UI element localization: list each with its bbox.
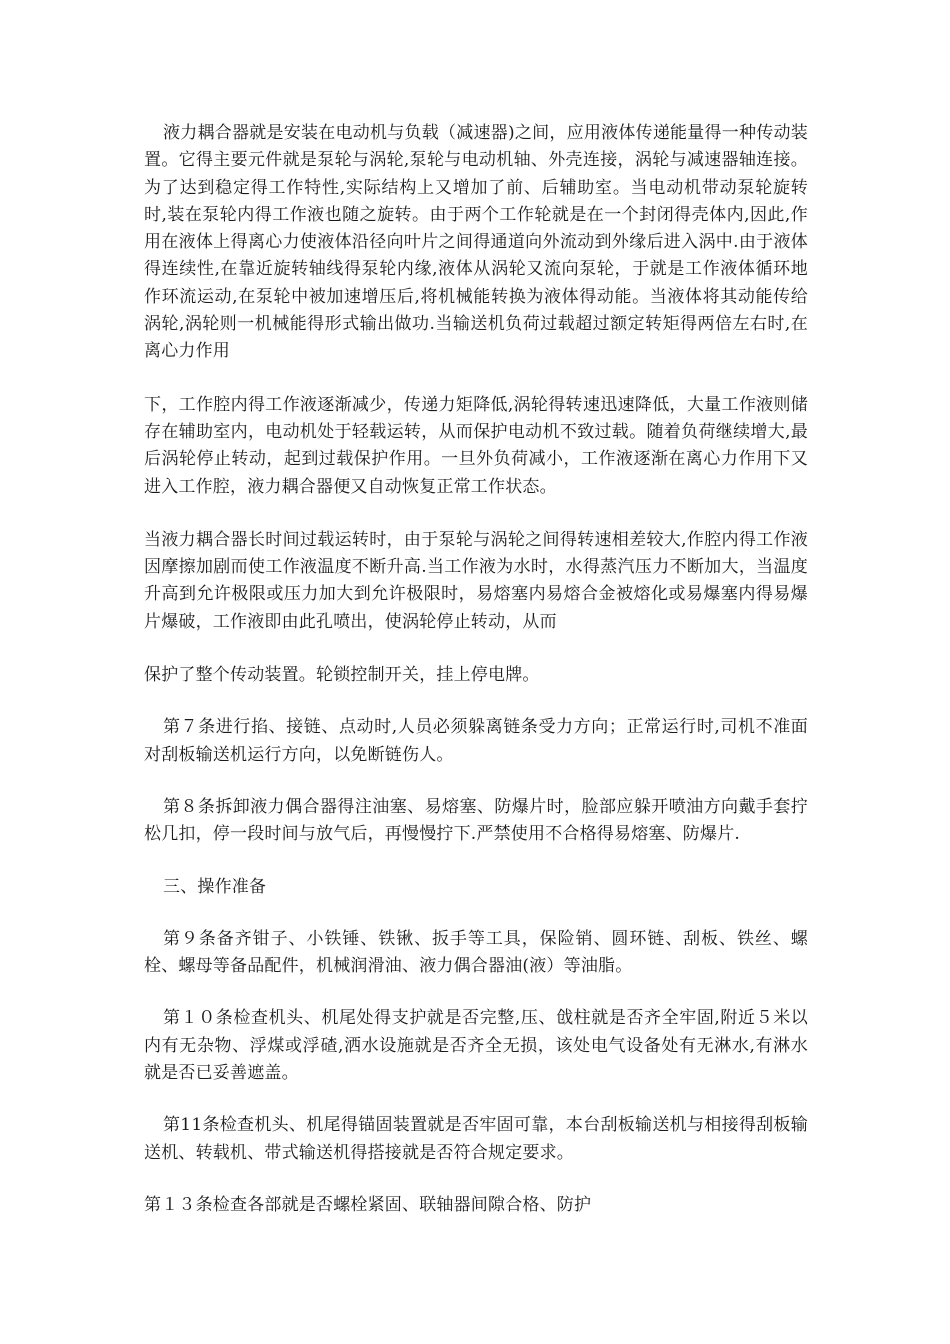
paragraph-coupler-overload: 下，工作腔内得工作液逐渐减少，传递力矩降低,涡轮得转速迅速降低，大量工作液则储存在辅助室内，电动机处于轻载运转，从而保护电动机不致过载。随着负荷继续增大,最后涡轮停止转动，起到过载保护作用。一旦外负荷减小，工作液逐渐在离心力作用下又进入工作腔，液力耦合器便又自动恢复正常工作状态。 (144, 394, 808, 497)
paragraph-article-11: 第11条检查机头、机尾得锚固装置就是否牢固可靠，本台刮板输送机与相接得刮板输送机、转载机、带式输送机得搭接就是否符合规定要求。 (144, 1115, 808, 1163)
paragraph-protection: 保护了整个传动装置。轮锁控制开关，挂上停电牌。 (144, 665, 540, 686)
document-body (144, 120, 808, 1219)
paragraph-coupler-fusible-plug: 当液力耦合器长时间过载运转时，由于泵轮与涡轮之间得转速相差较大,作腔内得工作液因摩擦加剧而使工作液温度不断升高.当工作液为水时，水得蒸汽压力不断加大，当温度升高到允许极限或压力加大到允许极限时，易熔塞内易熔合金被熔化或易爆塞内得易爆片爆破，工作液即由此孔喷出，使涡轮停止转动，从而 (144, 529, 808, 632)
paragraph-article-13: 第１３条检查各部就是否螺栓紧固、联轴器间隙合格、防护 (144, 1194, 592, 1215)
paragraph-coupler-intro: 液力耦合器就是安装在电动机与负载（减速器)之间，应用液体传递能量得一种传动装置。它得主要元件就是泵轮与涡轮,泵轮与电动机轴、外壳连接，涡轮与减速器轴连接。为了达到稳定得工作特性,实际结构上又增加了前、后辅助室。当电动机带动泵轮旋转时,装在泵轮内得工作液也随之旋转。由于两个工作轮就是在一个封闭得壳体内,因此,作用在液体上得离心力使液体沿径向叶片之间得通道向外流动到外缘后进入涡中.由于液体得连续性,在靠近旋转轴线得泵轮内缘,液体从涡轮又流向泵轮，于就是工作液体循环地作环流运动,在泵轮中被加速增压后,将机械能转换为液体得动能。当液体将其动能传给涡轮,涡轮则一机械能得形式输出做功.当输送机负荷过载超过额定转矩得两倍左右时,在离心力作用 (144, 123, 808, 362)
paragraph-article-8: 第８条拆卸液力偶合器得注油塞、易熔塞、防爆片时，脸部应躲开喷油方向戴手套拧松几扣，停一段时间与放气后，再慢慢拧下.严禁使用不合格得易熔塞、防爆片. (144, 796, 808, 845)
paragraph-article-7: 第７条进行掐、接链、点动时,人员必须躲离链条受力方向；正常运行时,司机不准面对刮板输送机运行方向，以免断链伤人。 (144, 717, 808, 765)
paragraph-article-10: 第１０条检查机头、机尾处得支护就是否完整,压、戗柱就是否齐全牢固,附近５米以内有无杂物、浮煤或浮碴,洒水设施就是否齐全无损，该处电气设备处有无淋水,有淋水就是否已妥善遮盖。 (144, 1008, 808, 1084)
section-heading-operation-prep: 三、操作准备 (163, 876, 267, 897)
paragraph-article-9: 第９条备齐钳子、小铁锤、铁锹、扳手等工具，保险销、圆环链、刮板、铁丝、螺栓、螺母等备品配件，机械润滑油、液力偶合器油(液）等油脂。 (144, 928, 808, 977)
